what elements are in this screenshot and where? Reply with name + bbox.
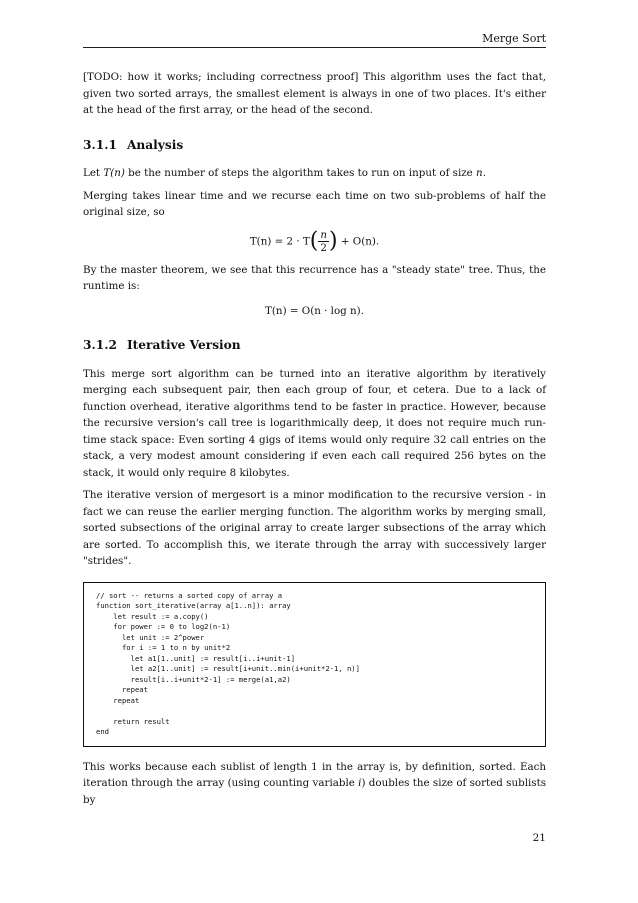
fraction-numerator: n xyxy=(320,228,327,241)
code-line: repeat xyxy=(96,685,148,694)
section-number: 3.1.2 xyxy=(83,338,117,352)
section-heading-analysis xyxy=(83,137,546,154)
section-title: Iterative Version xyxy=(126,338,241,352)
analysis-paragraph-1 xyxy=(83,165,546,182)
code-line: let a1[1..unit] := result[i..i+unit-1] xyxy=(96,653,296,663)
eq-right: + O(n). xyxy=(340,235,380,247)
analysis-paragraph-3: By the master theorem, we see that this recurrence has a "steady state" tree. Thus, the runtime is: xyxy=(83,263,546,292)
code-line: let a2[1..unit] := result[i+unit..min(i+unit*2-1, n)] xyxy=(96,664,360,673)
section-title: Analysis xyxy=(126,137,184,152)
text-span: Let xyxy=(83,167,104,179)
code-line: return result xyxy=(96,716,170,726)
intro-paragraph: [TODO: how it works; including correctness proof] This algorithm uses the fact that, given two sorted arrays, the smallest element is always in one of two places. It's either at the head of the first array, or the head of the second. xyxy=(83,71,546,116)
code-line: for power := 0 to log2(n-1) xyxy=(96,622,231,631)
text-span: ) doubles the size of sorted sublists by xyxy=(83,777,546,806)
code-line: function sort_iterative(array a[1..n]): array xyxy=(96,601,291,610)
code-line: end xyxy=(96,727,109,736)
page-number: 21 xyxy=(532,832,546,844)
runtime-equation: T(n) = O(n · log n). xyxy=(265,304,364,317)
text-span: be the number of steps the algorithm takes to run on input of size xyxy=(124,167,477,179)
text-span: . xyxy=(482,167,486,179)
code-line xyxy=(96,706,535,717)
code-line: result[i..i+unit*2-1] := merge(a1,a2) xyxy=(96,674,291,684)
iterative-paragraph-2: The iterative version of mergesort is a minor modification to the recursive version - in fact we can reuse the earlier merging function. The algorithm works by merging small, sorted subsections of the original array to create larger subsections of the array which are sorted. To accomplish this, we iterate through the array with successively larger "strides". xyxy=(83,489,546,567)
left-paren: ( xyxy=(309,227,319,253)
code-line: // sort -- returns a sorted copy of array a xyxy=(96,590,283,600)
header-rule xyxy=(83,47,546,48)
math-inline: T(n) xyxy=(103,167,125,179)
analysis-paragraph-2: Merging takes linear time and we recurse each time on two sub-problems of half the original size, so xyxy=(83,189,546,218)
fraction xyxy=(318,229,329,254)
right-paren: ) xyxy=(329,227,338,253)
iterative-paragraph-1: This merge sort algorithm can be turned into an iterative algorithm by iteratively merging each subsequent pair, then each group of four, et cetera. Due to a lack of function overhead, iterative algorithms tend to be faster in practice. However, because the recursive version's call tree is logarithmically deep, it does not require much run-time stack space: Even sorting 4 gigs of items would only require 32 call entries on the stack, a very modest amount considering if even each call required 256 bytes on the stack, it would only require 8 kilobytes. xyxy=(83,367,546,479)
math-inline: n xyxy=(476,167,483,179)
text-span: This works because each sublist of length 1 in the array is, by definition, sorted. Each iteration through the array (using counting variable xyxy=(83,760,546,789)
code-line: let unit := 2^power xyxy=(96,632,205,642)
code-line: let result := a.copy() xyxy=(96,611,209,621)
section-number: 3.1.1 xyxy=(83,137,117,152)
section-heading-iterative xyxy=(83,337,546,354)
math-inline: i xyxy=(358,777,362,789)
iterative-paragraph-3 xyxy=(83,759,546,809)
eq-left: T(n) = 2 · T xyxy=(249,235,310,247)
page-body xyxy=(83,69,546,814)
fraction-denominator: 2 xyxy=(320,241,327,254)
recurrence-equation xyxy=(83,229,546,254)
running-header: Merge Sort xyxy=(482,32,546,45)
code-listing xyxy=(83,582,546,747)
code-line: repeat xyxy=(96,695,140,705)
code-line: for i := 1 to n by unit*2 xyxy=(96,643,231,652)
